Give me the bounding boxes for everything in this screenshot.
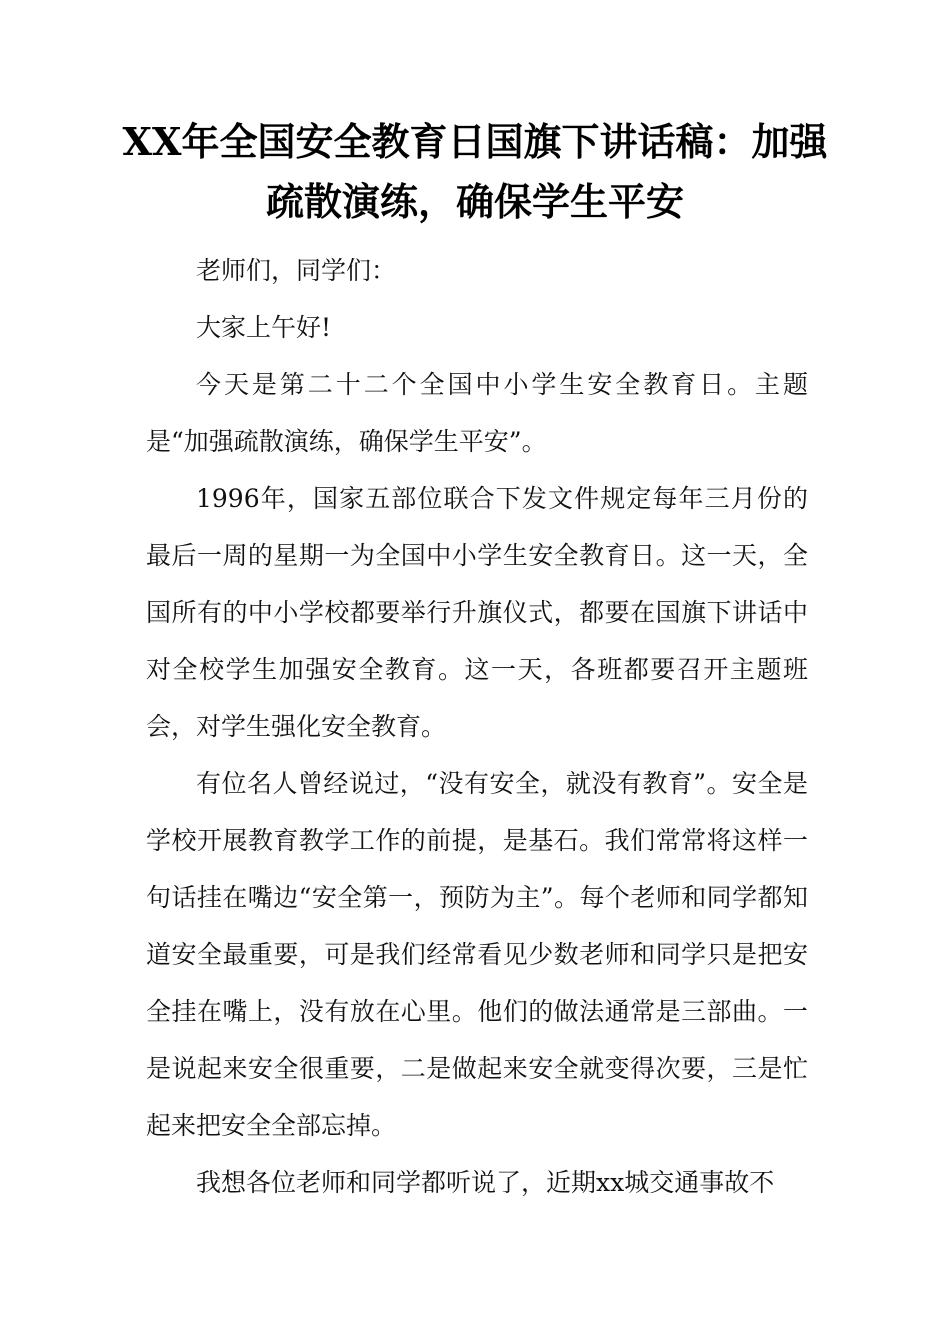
paragraph-traffic-accident: 我想各位老师和同学都听说了，近期xx城交通事故不 <box>196 1168 775 1197</box>
paragraph-greeting: 老师们，同学们： <box>196 256 397 285</box>
document-body <box>146 242 808 1211</box>
paragraph-safety-first: 有位名人曾经说过，“没有安全，就没有教育”。安全是学校开展教育教学工作的前提，是基石。我们常常将这样一句话挂在嘴边“安全第一，预防为主”。每个老师和同学都知道安全最重要，可是我们经常看见少数老师和同学只是把安全挂在嘴上，没有放在心里。他们的做法通常是三部曲。一是说起来安全很重要，二是做起来安全就变得次要，三是忙起来把安全全部忘掉。 <box>146 769 808 1140</box>
paragraph-theme: 今天是第二十二个全国中小学生安全教育日。主题是“加强疏散演练，确保学生平安”。 <box>146 370 808 456</box>
paragraph-history: 1996年，国家五部位联合下发文件规定每年三月份的最后一周的星期一为全国中小学生安全教育日。这一天，全国所有的中小学校都要举行升旗仪式，都要在国旗下讲话中对全校学生加强安全教育。这一天，各班都要召开主题班会，对学生强化安全教育。 <box>146 484 808 741</box>
paragraph-good-morning: 大家上午好! <box>196 313 332 342</box>
document-title: XX年全国安全教育日国旗下讲话稿：加强疏散演练，确保学生平安 <box>122 119 828 224</box>
